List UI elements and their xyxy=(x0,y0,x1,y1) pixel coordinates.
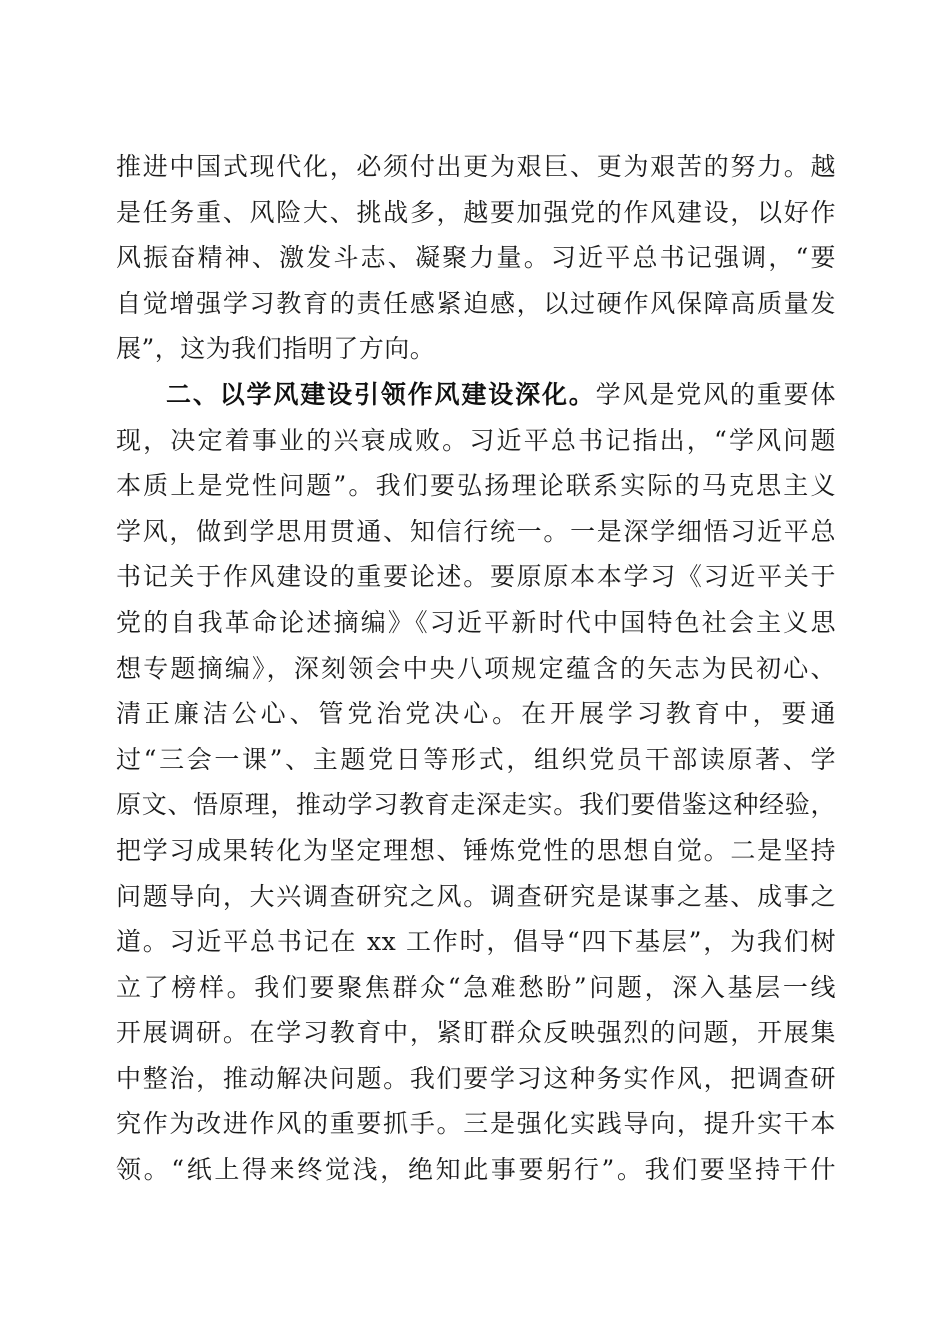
paragraph-2-line: 问题导向，大兴调查研究之风。调查研究是谋事之基、成事之 xyxy=(116,881,836,911)
paragraph-2-first-line-text: 学风是党风的重要体 xyxy=(595,379,836,409)
document-body xyxy=(116,144,836,1193)
paragraph-1-line: 推进中国式现代化，必须付出更为艰巨、更为艰苦的努力。越 xyxy=(116,152,836,181)
paragraph-2-line: 书记关于作风建设的重要论述。要原原本本学习《习近平关于 xyxy=(116,562,836,592)
paragraph-2-line: 党的自我革命论述摘编》《习近平新时代中国特色社会主义思 xyxy=(116,607,836,637)
paragraph-1-line: 展”，这为我们指明了方向。 xyxy=(116,334,436,364)
paragraph-2-line: 原文、悟原理，推动学习教育走深走实。我们要借鉴这种经验， xyxy=(116,790,836,820)
paragraph-2-line: 领。“纸上得来终觉浅，绝知此事要躬行”。我们要坚持干什 xyxy=(116,1155,836,1185)
paragraph-1-line: 是任务重、风险大、挑战多，越要加强党的作风建设，以好作 xyxy=(116,197,836,227)
paragraph-2-line: 清正廉洁公心、管党治党决心。在开展学习教育中，要通 xyxy=(116,699,836,729)
paragraph-2-first-line xyxy=(116,372,836,418)
paragraph-2-line: 道。习近平总书记在 xx 工作时，倡导“四下基层”，为我们树 xyxy=(116,927,836,957)
paragraph-2-line: 开展调研。在学习教育中，紧盯群众反映强烈的问题，开展集 xyxy=(116,1018,836,1048)
paragraph-2-line: 本质上是党性问题”。我们要弘扬理论联系实际的马克思主义 xyxy=(116,471,836,501)
paragraph-2-line: 把学习成果转化为坚定理想、锤炼党性的思想自觉。二是坚持 xyxy=(116,835,836,865)
paragraph-2-line: 中整治，推动解决问题。我们要学习这种务实作风，把调查研 xyxy=(116,1063,836,1093)
paragraph-2-line: 学风，做到学思用贯通、知信行统一。一是深学细悟习近平总 xyxy=(116,516,836,546)
paragraph-2-line: 立了榜样。我们要聚焦群众“急难愁盼”问题，深入基层一线 xyxy=(116,972,836,1002)
paragraph-2-line: 想专题摘编》，深刻领会中央八项规定蕴含的矢志为民初心、 xyxy=(116,653,836,683)
paragraph-2-line: 现，决定着事业的兴衰成败。习近平总书记指出，“学风问题 xyxy=(116,425,836,455)
paragraph-1-line: 自觉增强学习教育的责任感紧迫感，以过硬作风保障高质量发 xyxy=(116,288,836,318)
section-heading: 二、以学风建设引领作风建设深化。 xyxy=(166,379,596,409)
paragraph-2-line: 过“三会一课”、主题党日等形式，组织党员干部读原著、学 xyxy=(116,744,836,774)
paragraph-2-line: 究作为改进作风的重要抓手。三是强化实践导向，提升实干本 xyxy=(116,1109,836,1139)
paragraph-1-line: 风振奋精神、激发斗志、凝聚力量。习近平总书记强调，“要 xyxy=(116,243,836,273)
